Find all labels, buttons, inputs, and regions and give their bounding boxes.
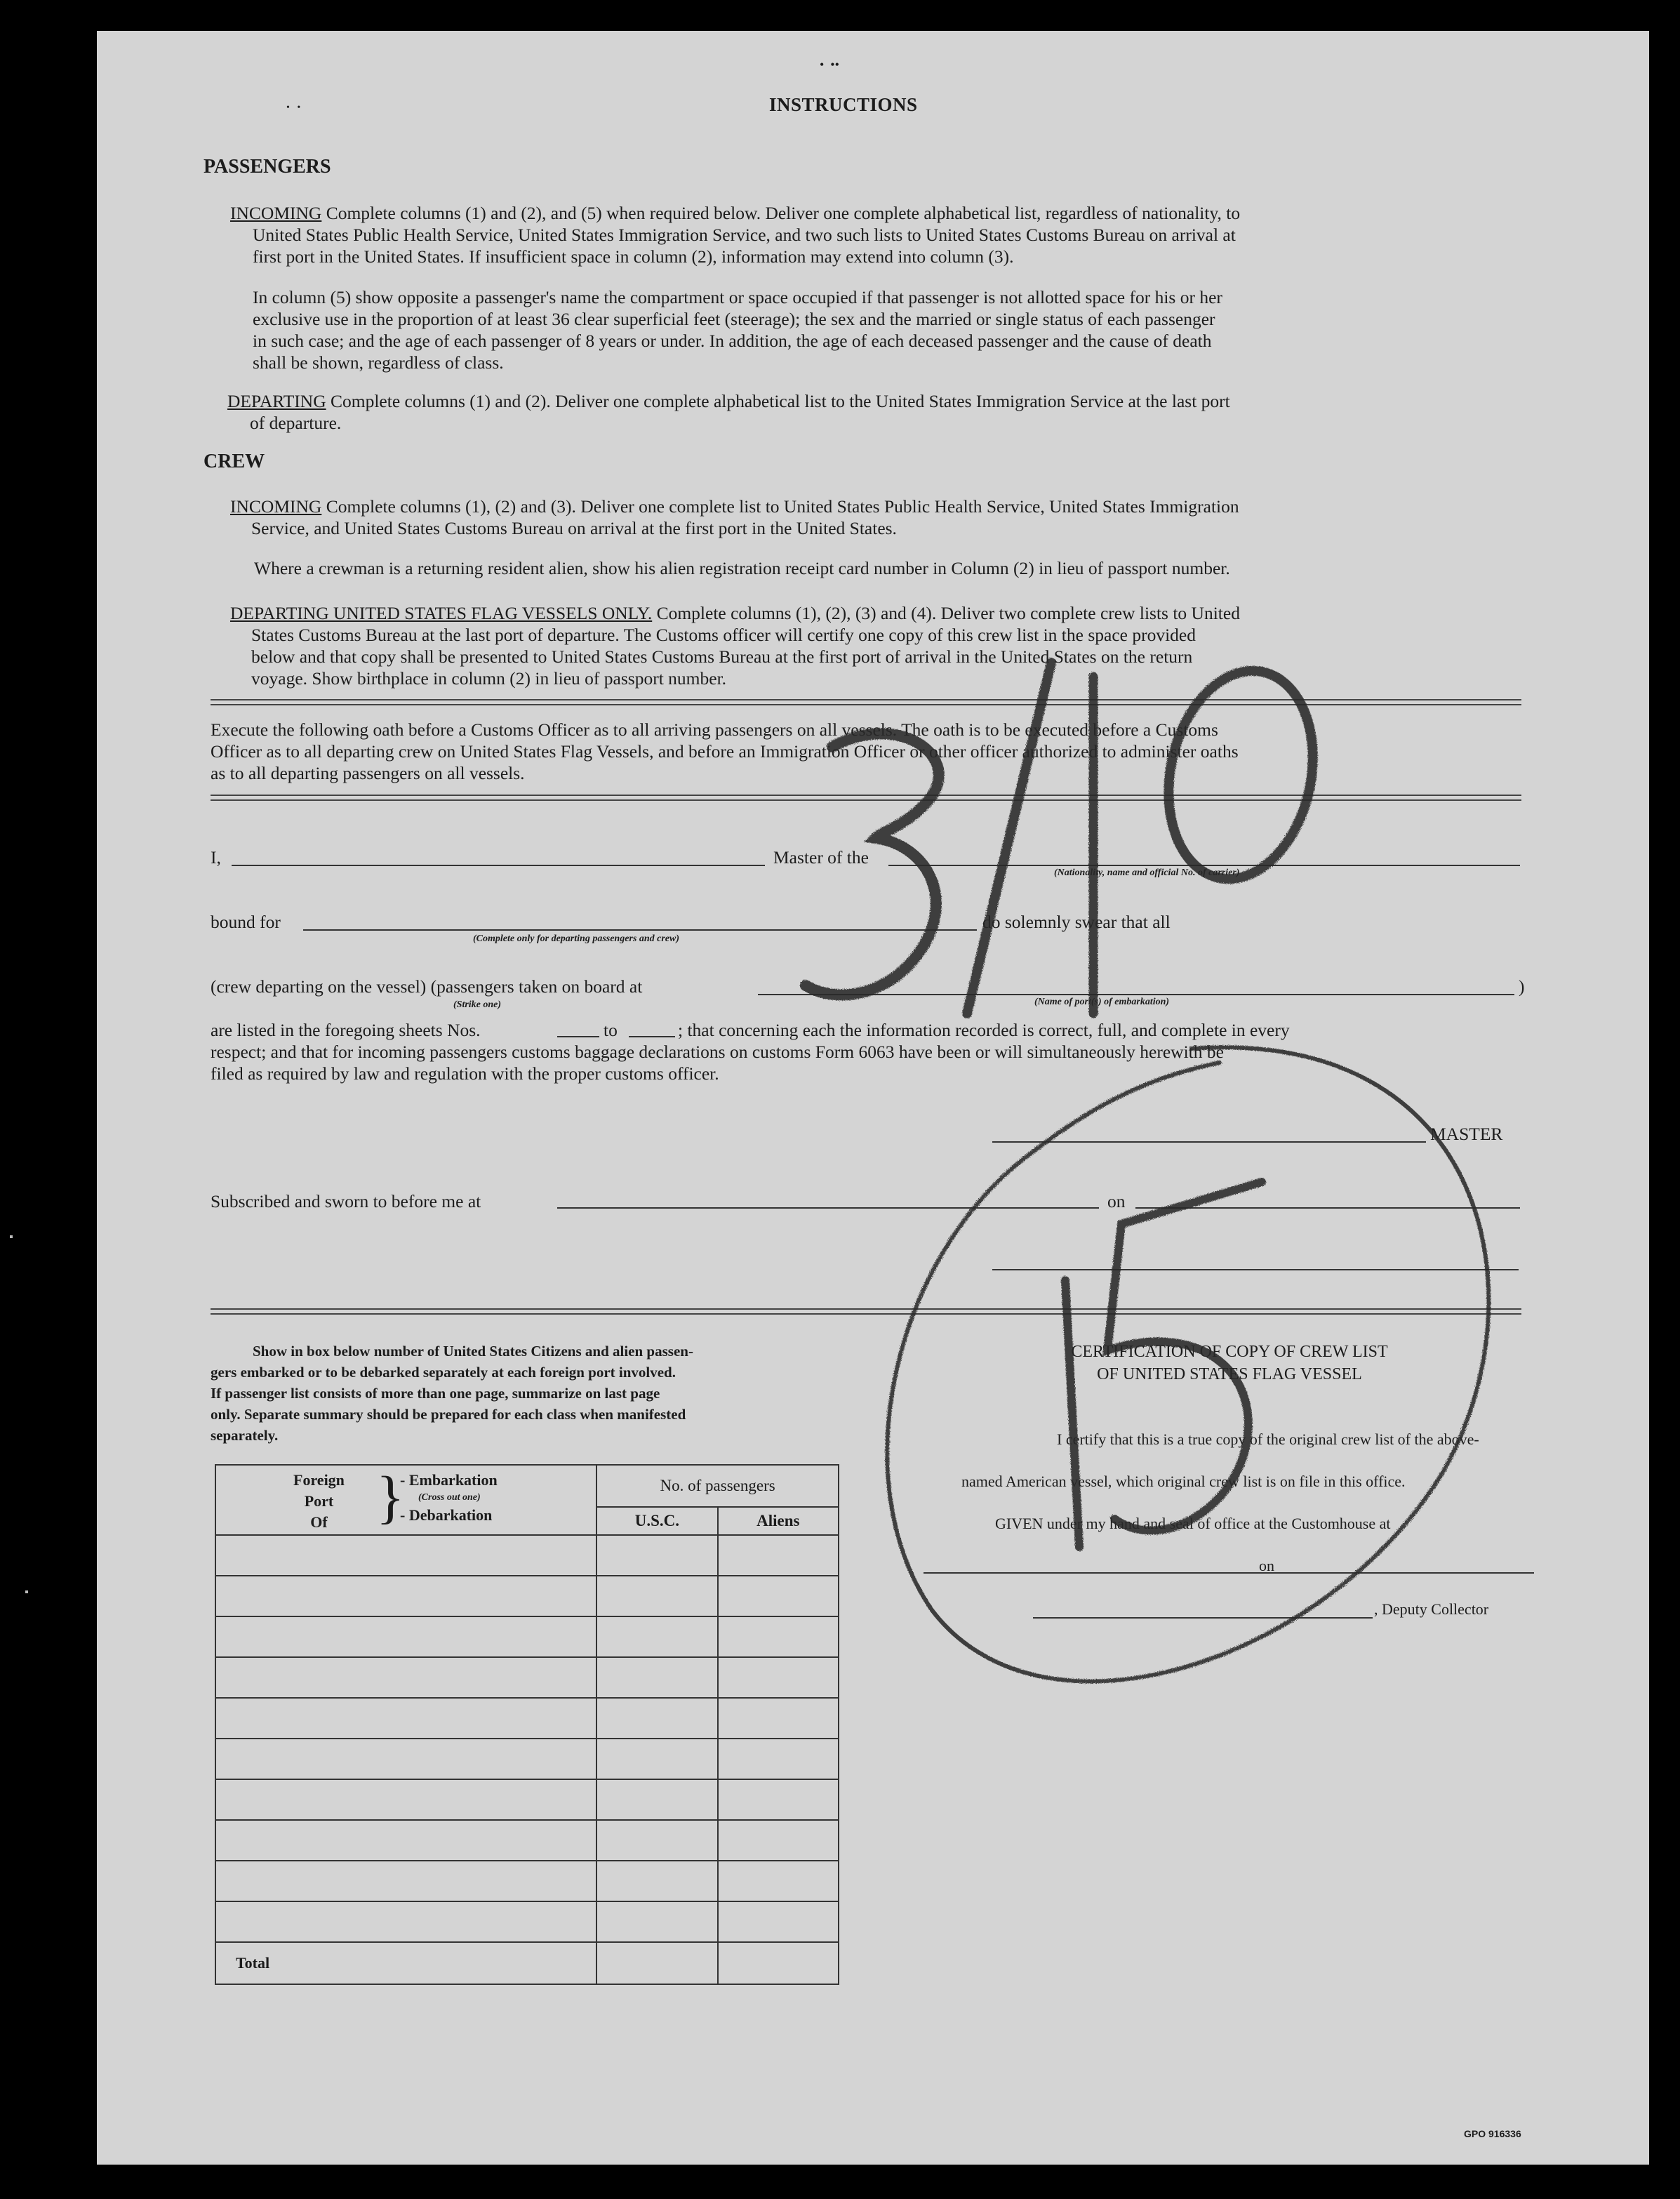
listed-to: to: [604, 1020, 618, 1040]
strike-one-caption: (Strike one): [453, 999, 502, 1010]
master-label: MASTER: [1430, 1124, 1503, 1144]
deputy-collector-label: , Deputy Collector: [1374, 1600, 1489, 1618]
passengers-column5: In column (5) show opposite a passenger's name the compartment or space occupied if that passenger is not allotted space for his or her exclusive use in the proportion of at least 36 clear superficial feet (steerage); the sex and the married or single status of each passenger in such case; and the age of each passenger of 8 years or under. In addition, the age of each deceased passenger and the cause of death shall be shown, regardless of class.: [253, 287, 1222, 373]
swear-text: do solemnly swear that all: [982, 912, 1171, 932]
listed-text-2: ; that concerning each the information recorded is correct, full, and complete in every: [678, 1020, 1290, 1040]
handwritten-marks: [97, 31, 1649, 2165]
port-caption: (Name of port(s) of embarkation): [1034, 997, 1170, 1007]
usc-header: U.S.C.: [596, 1507, 717, 1535]
oath-intro: Execute the following oath before a Customs Officer as to all arriving passengers on all vessels. The oath is to be executed before a Customs Officer as to all departing crew on United States Flag Vessels, and before an Immigration Officer or other officer authorized to administer oaths as to all departing passengers on all vessels.: [211, 719, 1239, 783]
gpo-footer: GPO 916336: [1464, 2128, 1521, 2139]
scan-speck: [10, 1235, 13, 1238]
crew-heading: CREW: [204, 451, 265, 472]
crew-resident-alien: Where a crewman is a returning resident alien, show his alien registration receipt card number in Column (2) in lieu of passport number.: [254, 558, 1230, 578]
bound-for-label: bound for: [211, 912, 281, 932]
incoming-label: INCOMING: [230, 203, 322, 223]
passengers-count-header: No. of passengers: [596, 1465, 839, 1507]
crew-incoming: INCOMING Complete columns (1), (2) and (3). Deliver one complete list to United States Public Health Service, United States Immigration Service, and United States Customs Bureau on arrival at the first port in the United States.: [230, 496, 1239, 538]
crew-departing-label: DEPARTING UNITED STATES FLAG VESSELS ONLY.: [230, 603, 653, 623]
departing-label: DEPARTING: [227, 391, 326, 411]
crew-departing: DEPARTING UNITED STATES FLAG VESSELS ONLY. Complete columns (1), (2), (3) and (4). Deliver two complete crew lists to United States Customs Bureau at the last port of departure. The Customs officer will certify one copy of this crew list in the space provided below and that copy shall be presented to United States Customs Bureau at the first port of arrival in the United States on the return voyage. Show birthplace in column (2) in lieu of passport number.: [230, 603, 1240, 689]
close-paren: ): [1519, 976, 1525, 997]
aliens-header: Aliens: [718, 1507, 839, 1535]
listed-text-1: are listed in the foregoing sheets Nos.: [211, 1020, 481, 1040]
passengers-departing: DEPARTING Complete columns (1) and (2). Deliver one complete alphabetical list to the United States Immigration Service at the last port of departure.: [227, 391, 1230, 433]
foreign-port-header: Foreign Port Of } - Embarkation (Cross out one) - Debarkation: [215, 1465, 596, 1535]
bound-for-caption: (Complete only for departing passengers and crew): [473, 934, 679, 944]
page-title: INSTRUCTIONS: [769, 94, 918, 115]
certification-text: I certify that this is a true copy of the original crew list of the above- named American vessel, which original crew list is on file in this office. GIVEN under my hand and seal of office at the Customhouse at: [961, 1430, 1479, 1532]
passengers-incoming: INCOMING Complete columns (1) and (2), and (5) when required below. Deliver one complete alphabetical list, regardless of nationality, to United States Public Health Service, United States Immigration Service, and two such lists to United States Customs Bureau on arrival at first port in the United States. If insufficient space in column (2), information may extend into column (3).: [230, 203, 1241, 267]
sworn-on-label: on: [1107, 1191, 1126, 1211]
subscribed-label: Subscribed and sworn to before me at: [211, 1191, 481, 1211]
passengers-heading: PASSENGERS: [204, 156, 331, 178]
total-label: Total: [215, 1942, 596, 1984]
scan-marks: • ••: [820, 58, 839, 72]
master-of-the-label: Master of the: [773, 847, 869, 868]
crew-departing-text: (crew departing on the vessel) (passengers taken on board at: [211, 976, 643, 997]
certification-on-label: on: [1259, 1557, 1274, 1574]
crew-incoming-label: INCOMING: [230, 496, 322, 517]
form-page: [97, 31, 1649, 2165]
scan-marks: • •: [286, 102, 301, 113]
carrier-caption: (Nationality, name and official No. of carrier): [1054, 868, 1240, 878]
scan-speck: [25, 1590, 28, 1593]
oath-i-label: I,: [211, 847, 221, 868]
listed-text-rest: respect; and that for incoming passengers customs baggage declarations on customs Form 6063 have been or will simultaneously herewith be filed as required by law and regulation with the proper customs officer.: [211, 1042, 1224, 1084]
certification-heading: CERTIFICATION OF COPY OF CREW LIST OF UNITED STATES FLAG VESSEL: [1071, 1343, 1388, 1383]
summary-instructions: Show in box below number of United States Citizens and alien passen- gers embarked or to be debarked separately at each foreign port involved. If passenger list consists of more than one page, summarize on last page only. Separate summary should be prepared for each class when manifested separately.: [211, 1343, 693, 1444]
